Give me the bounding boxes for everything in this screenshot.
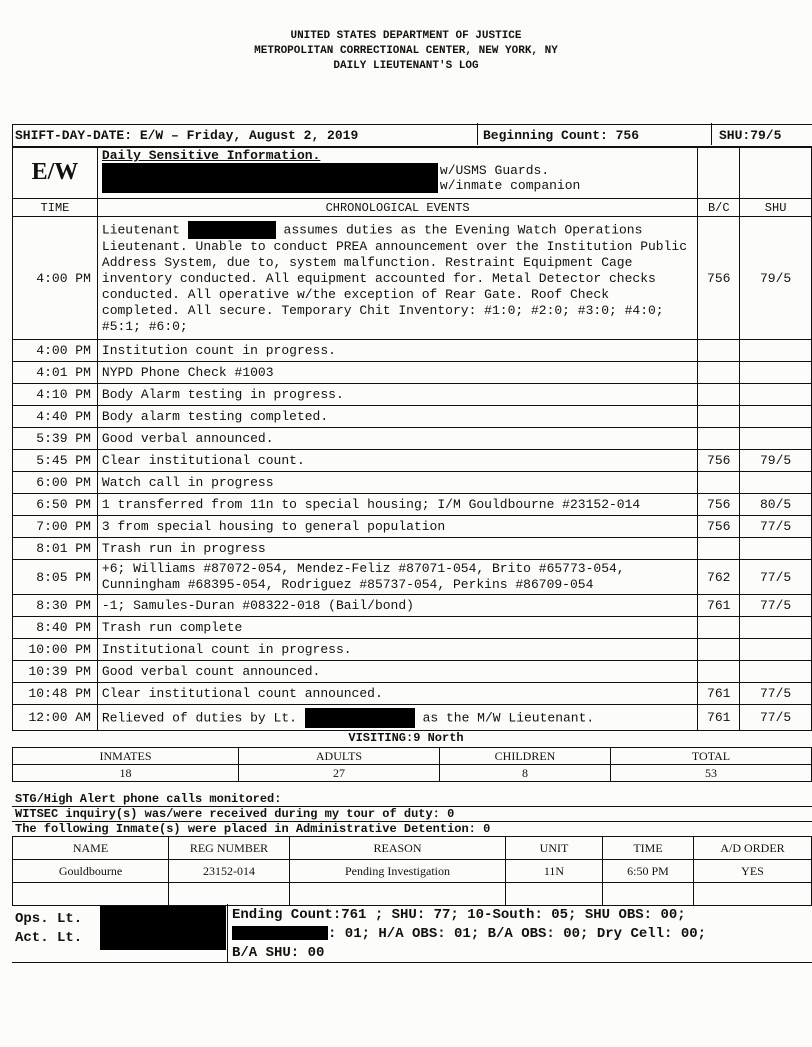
signature-labels xyxy=(15,910,82,948)
entry-shu xyxy=(740,472,812,494)
sensitive-title: Daily Sensitive Information. xyxy=(101,148,321,163)
entry-suffix: as the M/W Lieutenant. xyxy=(422,709,595,725)
entry-shu: 77/5 xyxy=(740,705,812,731)
entry-bc xyxy=(698,406,740,428)
shift-bar xyxy=(12,124,812,148)
entry-bc xyxy=(698,428,740,450)
entry-body: assumes duties as the Evening Watch Operations Lieutenant. Unable to conduct PREA announcement over the Institution Public Address System, due to, system malfunction. Restraint Equipment Cage inventory conducted. All equipment accounted for. Metal Detector checks conducted. All operative w/the exception of Rear Gate. Roof Check completed. All secure. Temporary Chit Inventory: #1:0; #2:0; #3:0; #4:0; #5:1; #6:0; xyxy=(101,222,688,334)
entry-shu xyxy=(740,406,812,428)
ad-note: The following Inmate(s) were placed in Administrative Detention: 0 xyxy=(15,822,491,836)
entry-bc: 756 xyxy=(698,217,740,340)
ending-count-line-2-text: : 01; H/A OBS: 01; B/A OBS: 00; Dry Cell: 00; xyxy=(328,926,707,942)
entry-time: 5:39 PM xyxy=(13,428,98,450)
entry-text: Good verbal announced. xyxy=(97,428,697,450)
entry-bc xyxy=(698,617,740,639)
entry-time: 8:30 PM xyxy=(13,595,98,617)
entry-shu: 77/5 xyxy=(740,595,812,617)
entry-shu: 79/5 xyxy=(740,217,812,340)
entry-time: 4:00 PM xyxy=(13,217,98,340)
visiting-header: CHILDREN xyxy=(440,748,611,765)
entry-shu xyxy=(740,428,812,450)
ending-count-block xyxy=(232,906,792,963)
beginning-count: Beginning Count: 756 xyxy=(483,128,640,143)
sensitive-line-2: w/inmate companion xyxy=(439,178,581,193)
entry-shu xyxy=(740,340,812,362)
entry-time: 6:50 PM xyxy=(13,494,98,516)
entry-text: Trash run complete xyxy=(97,617,697,639)
act-lt-label: Act. Lt. xyxy=(15,930,83,946)
redaction-box xyxy=(305,708,415,728)
entry-shu: 80/5 xyxy=(740,494,812,516)
table-row xyxy=(13,472,812,494)
redaction-box xyxy=(232,926,328,940)
entry-shu: 77/5 xyxy=(740,516,812,538)
ad-cell: 11N xyxy=(506,860,603,883)
entry-time: 4:40 PM xyxy=(13,406,98,428)
entry-time: 7:00 PM xyxy=(13,516,98,538)
entry-bc xyxy=(698,340,740,362)
entry-time: 10:39 PM xyxy=(13,661,98,683)
entry-time: 12:00 AM xyxy=(13,705,98,731)
entry-prefix: Lieutenant xyxy=(101,222,180,238)
table-row xyxy=(13,494,812,516)
table-row xyxy=(13,428,812,450)
ad-header: UNIT xyxy=(506,837,603,860)
ad-table xyxy=(12,836,812,906)
entry-text: -1; Samules-Duran #08322-018 (Bail/bond) xyxy=(97,595,697,617)
sensitive-line-1: w/USMS Guards. xyxy=(439,163,550,178)
entry-bc: 756 xyxy=(698,516,740,538)
col-events-header: CHRONOLOGICAL EVENTS xyxy=(97,199,697,217)
entry-text xyxy=(97,217,697,340)
entry-text: Body alarm testing completed. xyxy=(97,406,697,428)
entry-time: 10:48 PM xyxy=(13,683,98,705)
entry-text: Watch call in progress xyxy=(97,472,697,494)
entry-bc xyxy=(698,362,740,384)
entry-text xyxy=(97,705,697,731)
header-line-2: METROPOLITAN CORRECTIONAL CENTER, NEW YORK, NY xyxy=(254,45,558,57)
entry-prefix: Relieved of duties by Lt. xyxy=(101,709,297,725)
entry-text: 1 transferred from 11n to special housing; I/M Gouldbourne #23152-014 xyxy=(97,494,697,516)
entry-text: Clear institutional count announced. xyxy=(97,683,697,705)
table-row xyxy=(13,217,812,340)
entry-time: 8:05 PM xyxy=(13,560,98,595)
entry-time: 8:01 PM xyxy=(13,538,98,560)
ops-lt-label: Ops. Lt. xyxy=(15,911,83,927)
ending-count-line-1: Ending Count:761 ; SHU: 77; 10-South: 05; SHU OBS: 00; xyxy=(232,907,686,923)
entry-time: 6:00 PM xyxy=(13,472,98,494)
entry-bc: 761 xyxy=(698,705,740,731)
entry-shu xyxy=(740,538,812,560)
entry-shu xyxy=(740,639,812,661)
stg-note: STG/High Alert phone calls monitored: xyxy=(15,792,282,806)
entry-time: 4:10 PM xyxy=(13,384,98,406)
entry-text: Institutional count in progress. xyxy=(97,639,697,661)
entry-shu xyxy=(740,384,812,406)
ad-cell: 23152-014 xyxy=(169,860,290,883)
shift-day-date: SHIFT-DAY-DATE: E/W – Friday, August 2, 2019 xyxy=(15,128,359,143)
col-time-header: TIME xyxy=(13,199,98,217)
table-row xyxy=(13,516,812,538)
entry-time: 8:40 PM xyxy=(13,617,98,639)
table-row xyxy=(13,450,812,472)
entry-text: NYPD Phone Check #1003 xyxy=(97,362,697,384)
table-row xyxy=(13,595,812,617)
witsec-note: WITSEC inquiry(s) was/were received during my tour of duty: 0 xyxy=(15,807,455,821)
entry-shu xyxy=(740,617,812,639)
table-row xyxy=(13,340,812,362)
visiting-value: 8 xyxy=(440,765,611,782)
entry-time: 4:01 PM xyxy=(13,362,98,384)
col-bc-header: B/C xyxy=(698,199,740,217)
table-row xyxy=(13,538,812,560)
entry-text: Clear institutional count. xyxy=(97,450,697,472)
table-row xyxy=(13,362,812,384)
entry-bc xyxy=(698,661,740,683)
entry-text: Institution count in progress. xyxy=(97,340,697,362)
entry-text: 3 from special housing to general population xyxy=(97,516,697,538)
entry-shu: 79/5 xyxy=(740,450,812,472)
visiting-value: 27 xyxy=(239,765,440,782)
entry-text: Trash run in progress xyxy=(97,538,697,560)
entry-text: Body Alarm testing in progress. xyxy=(97,384,697,406)
redaction-box xyxy=(102,163,438,193)
entry-bc xyxy=(698,472,740,494)
visiting-header: INMATES xyxy=(13,748,239,765)
header-line-3: DAILY LIEUTENANT'S LOG xyxy=(333,60,479,72)
redaction-box xyxy=(100,906,226,950)
visiting-table xyxy=(12,747,812,782)
table-row xyxy=(13,560,812,595)
ad-cell: YES xyxy=(694,860,812,883)
visiting-value: 18 xyxy=(13,765,239,782)
header-line-1: UNITED STATES DEPARTMENT OF JUSTICE xyxy=(290,30,522,42)
shift-shu: SHU:79/5 xyxy=(719,128,782,143)
redaction-box xyxy=(188,221,276,239)
entry-bc: 762 xyxy=(698,560,740,595)
watch-label: E/W xyxy=(13,147,98,199)
entry-time: 5:45 PM xyxy=(13,450,98,472)
sensitive-info xyxy=(97,147,697,199)
ad-header: REASON xyxy=(290,837,506,860)
entry-bc xyxy=(698,538,740,560)
entry-bc: 756 xyxy=(698,450,740,472)
entry-time: 4:00 PM xyxy=(13,340,98,362)
table-row xyxy=(13,617,812,639)
entry-text: Good verbal count announced. xyxy=(97,661,697,683)
table-row xyxy=(13,705,812,731)
visiting-value: 53 xyxy=(611,765,812,782)
visiting-header: ADULTS xyxy=(239,748,440,765)
entry-time: 10:00 PM xyxy=(13,639,98,661)
entry-shu: 77/5 xyxy=(740,683,812,705)
ad-header: NAME xyxy=(13,837,169,860)
entry-text: +6; Williams #87072-054, Mendez-Feliz #87071-054, Brito #65773-054, Cunningham #68395-054, Rodriguez #85737-054, Perkins #86709-054 xyxy=(97,560,697,595)
ad-header: TIME xyxy=(603,837,694,860)
entry-bc xyxy=(698,639,740,661)
table-row xyxy=(13,661,812,683)
visiting-header: TOTAL xyxy=(611,748,812,765)
visiting-title: VISITING:9 North xyxy=(348,731,464,745)
ad-cell: Gouldbourne xyxy=(13,860,169,883)
entry-bc: 761 xyxy=(698,683,740,705)
table-row xyxy=(13,406,812,428)
ad-header: REG NUMBER xyxy=(169,837,290,860)
ad-cell: Pending Investigation xyxy=(290,860,506,883)
entry-bc: 756 xyxy=(698,494,740,516)
col-shu-header: SHU xyxy=(740,199,812,217)
table-row xyxy=(13,683,812,705)
table-row xyxy=(13,860,812,883)
entry-bc xyxy=(698,384,740,406)
ending-count-line-3: B/A SHU: 00 xyxy=(232,945,325,961)
entry-bc: 761 xyxy=(698,595,740,617)
table-row xyxy=(13,384,812,406)
entry-shu xyxy=(740,661,812,683)
table-row xyxy=(13,639,812,661)
ad-header: A/D ORDER xyxy=(694,837,812,860)
entry-shu: 77/5 xyxy=(740,560,812,595)
log-entries xyxy=(13,340,812,705)
ad-cell: 6:50 PM xyxy=(603,860,694,883)
ending-count-line-2 xyxy=(232,925,792,944)
log-table xyxy=(12,146,812,731)
entry-shu xyxy=(740,362,812,384)
